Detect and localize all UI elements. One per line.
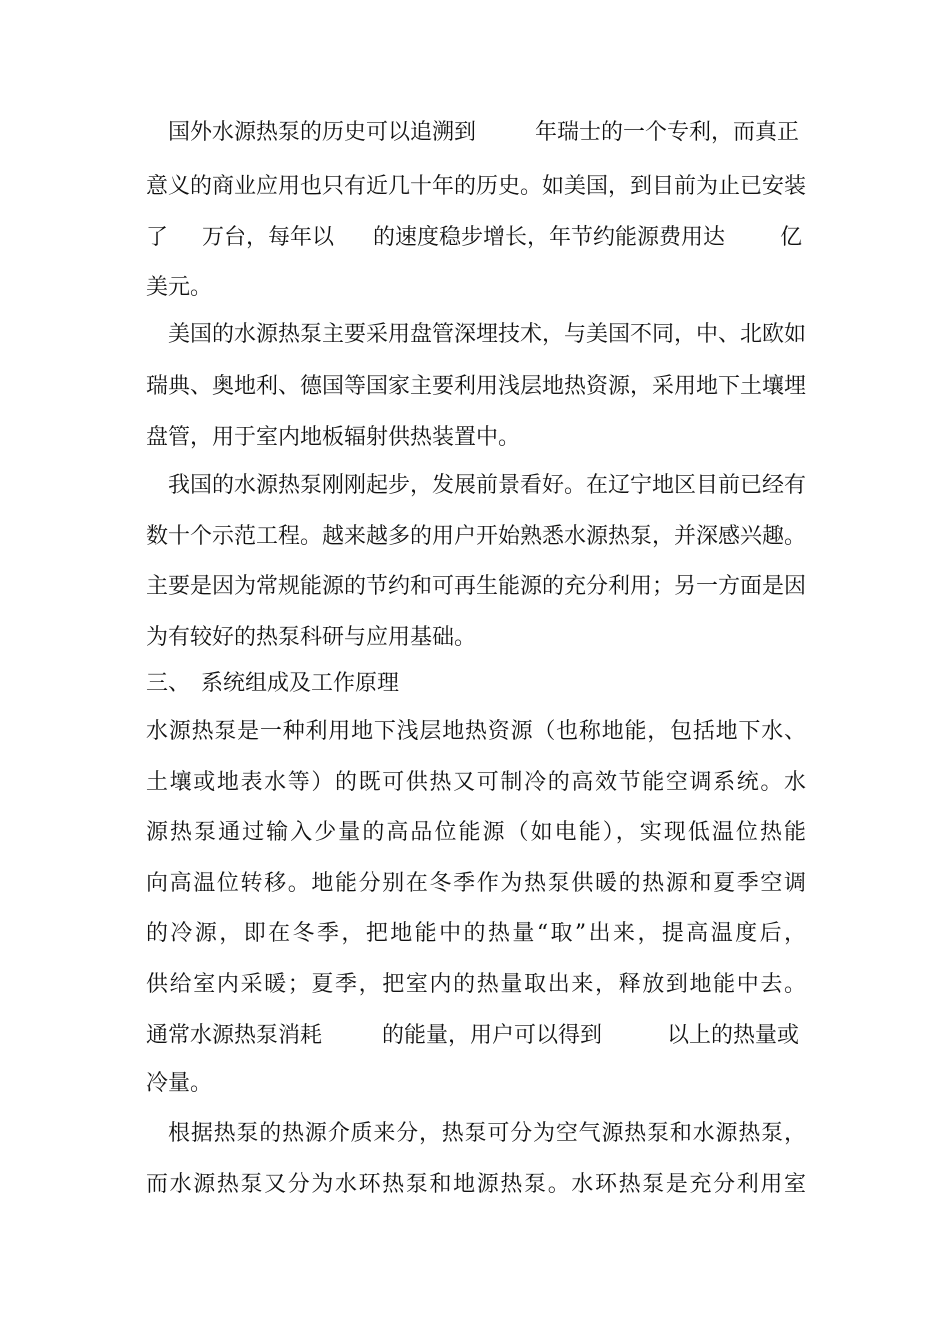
p1-line-4 bbox=[0, 268, 950, 308]
p4-line-7-part-c: 以上的热量或 bbox=[667, 1023, 800, 1048]
p3-line-3-text: 主要是因为常规能源的节约和可再生能源的充分利用；另一方面是因 bbox=[146, 574, 807, 599]
p3-line-1 bbox=[0, 466, 950, 506]
p5-line-1 bbox=[0, 1114, 950, 1154]
p1-line-1-part-a: 国外水源热泵的历史可以追溯到 bbox=[168, 120, 477, 145]
p3-line-1-text: 我国的水源热泵刚刚起步，发展前景看好。在辽宁地区目前已经有 bbox=[168, 473, 807, 498]
p3-line-3 bbox=[0, 567, 950, 607]
p1-line-1 bbox=[0, 113, 950, 153]
p3-line-4 bbox=[0, 618, 950, 658]
p1-line-3 bbox=[0, 218, 950, 258]
p3-line-4-text: 为有较好的热泵科研与应用基础。 bbox=[146, 625, 477, 650]
p1-line-1-part-b: 年瑞士的一个专利，而真正 bbox=[535, 120, 800, 145]
p4-line-5 bbox=[0, 914, 950, 954]
p4-line-8-text: 冷量。 bbox=[146, 1071, 213, 1096]
p5-line-1-text: 根据热泵的热源介质来分，热泵可分为空气源热泵和水源热泵， bbox=[168, 1121, 806, 1146]
p4-line-3-text: 源热泵通过输入少量的高品位能源（如电能），实现低温位热能 bbox=[146, 820, 806, 845]
p4-line-7-part-a: 通常水源热泵消耗 bbox=[146, 1023, 323, 1048]
section-heading-number: 三、 bbox=[146, 671, 191, 696]
p4-line-6-text: 供给室内采暖；夏季，把室内的热量取出来，释放到地能中去。 bbox=[146, 972, 806, 997]
p1-line-4-text: 美元。 bbox=[146, 275, 213, 300]
p4-line-4-text: 向高温位转移。地能分别在冬季作为热泵供暖的热源和夏季空调 bbox=[146, 871, 806, 896]
p1-line-3-part-d: 亿 bbox=[780, 225, 803, 250]
p4-line-3 bbox=[0, 813, 950, 853]
p4-line-1-text: 水源热泵是一种利用地下浅层地热资源（也称地能，包括地下水、 bbox=[146, 719, 806, 744]
p2-line-1-text: 美国的水源热泵主要采用盘管深埋技术，与美国不同，中、北欧如 bbox=[168, 322, 807, 347]
p3-line-2-text: 数十个示范工程。越来越多的用户开始熟悉水源热泵，并深感兴趣。 bbox=[146, 524, 807, 549]
section-heading bbox=[0, 664, 950, 704]
p4-line-4 bbox=[0, 864, 950, 904]
p5-line-2-text: 而水源热泵又分为水环热泵和地源热泵。水环热泵是充分利用室 bbox=[146, 1172, 806, 1197]
p2-line-2-text: 瑞典、奥地利、德国等国家主要利用浅层地热资源，采用地下土壤埋 bbox=[146, 374, 807, 399]
section-heading-text: 系统组成及工作原理 bbox=[201, 671, 400, 696]
p1-line-2-text: 意义的商业应用也只有近几十年的历史。如美国，到目前为止已安装 bbox=[146, 174, 807, 199]
p4-line-7 bbox=[0, 1016, 950, 1056]
p2-line-3 bbox=[0, 418, 950, 458]
p2-line-1 bbox=[0, 315, 950, 355]
p4-line-1 bbox=[0, 712, 950, 752]
p1-line-3-part-a: 了 bbox=[146, 225, 169, 250]
p1-line-3-part-c: 的速度稳步增长，年节约能源费用达 bbox=[373, 225, 726, 250]
p4-line-8 bbox=[0, 1064, 950, 1104]
p4-line-2-text: 土壤或地表水等）的既可供热又可制冷的高效节能空调系统。水 bbox=[146, 770, 806, 795]
p4-line-2 bbox=[0, 763, 950, 803]
p4-line-5-text: 的冷源，即在冬季，把地能中的热量“取”出来，提高温度后， bbox=[146, 921, 806, 946]
p1-line-2 bbox=[0, 167, 950, 207]
p2-line-3-text: 盘管，用于室内地板辐射供热装置中。 bbox=[146, 425, 521, 450]
p5-line-2 bbox=[0, 1165, 950, 1205]
p4-line-6 bbox=[0, 965, 950, 1005]
p3-line-2 bbox=[0, 517, 950, 557]
p4-line-7-part-b: 的能量，用户可以得到 bbox=[382, 1023, 603, 1048]
p2-line-2 bbox=[0, 367, 950, 407]
p1-line-3-part-b: 万台，每年以 bbox=[202, 225, 335, 250]
